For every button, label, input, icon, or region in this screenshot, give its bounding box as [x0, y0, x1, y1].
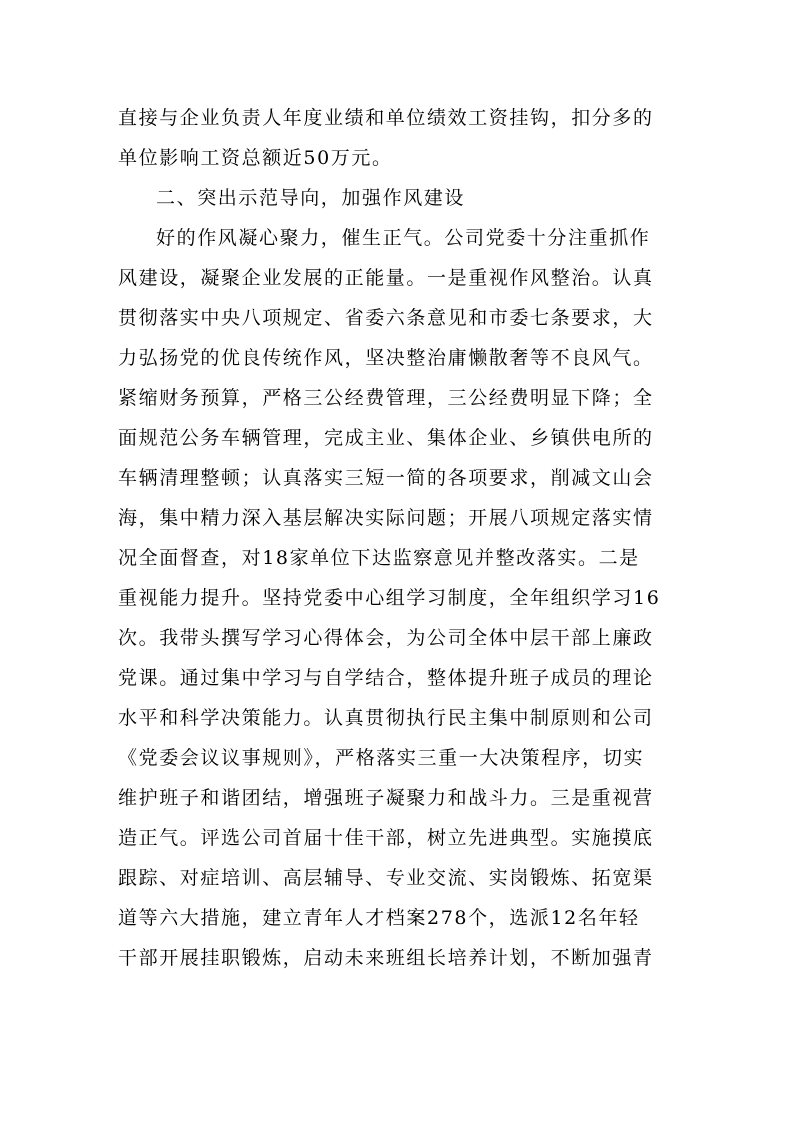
text-line: 维护班子和谐团结，增强班子凝聚力和战斗力。三是重视营 [118, 787, 654, 809]
text-line: 水平和科学决策能力。认真贯彻执行民主集中制原则和公司 [118, 707, 654, 729]
text-line: 贯彻落实中央八项规定、省委六条意见和市委七条要求，大 [118, 307, 654, 329]
section-heading: 二、突出示范导向，加强作风建设 [156, 187, 466, 209]
text-line: 风建设，凝聚企业发展的正能量。一是重视作风整治。认真 [118, 267, 654, 289]
text-line: 面规范公务车辆管理，完成主业、集体企业、乡镇供电所的 [118, 427, 654, 449]
paragraph-first-line: 好的作风凝心聚力，催生正气。公司党委十分注重抓作 [156, 227, 651, 249]
text-line: 单位影响工资总额近50万元。 [118, 147, 393, 169]
text-line: 力弘扬党的优良传统作风，坚决整治庸懒散奢等不良风气。 [118, 347, 654, 369]
text-line: 次。我带头撰写学习心得体会，为公司全体中层干部上廉政 [118, 627, 654, 649]
text-line: 道等六大措施，建立青年人才档案278个，选派12名年轻 [118, 907, 640, 929]
text-line: 海，集中精力深入基层解决实际问题；开展八项规定落实情 [118, 507, 654, 529]
text-line: 党课。通过集中学习与自学结合，整体提升班子成员的理论 [118, 667, 654, 689]
text-line: 《党委会议议事规则》，严格落实三重一大决策程序，切实 [118, 747, 645, 769]
text-line: 紧缩财务预算，严格三公经费管理，三公经费明显下降；全 [118, 387, 654, 409]
text-line: 干部开展挂职锻炼，启动未来班组长培养计划，不断加强青 [118, 947, 654, 969]
text-line: 况全面督查，对18家单位下达监察意见并整改落实。二是 [118, 547, 640, 569]
text-line: 直接与企业负责人年度业绩和单位绩效工资挂钩，扣分多的 [118, 107, 654, 129]
text-line: 跟踪、对症培训、高层辅导、专业交流、实岗锻炼、拓宽渠 [118, 867, 654, 889]
text-line: 造正气。评选公司首届十佳干部，树立先进典型。实施摸底 [118, 827, 654, 849]
text-line: 重视能力提升。坚持党委中心组学习制度，全年组织学习16 [118, 587, 661, 609]
text-line: 车辆清理整顿；认真落实三短一简的各项要求，削减文山会 [118, 467, 654, 489]
